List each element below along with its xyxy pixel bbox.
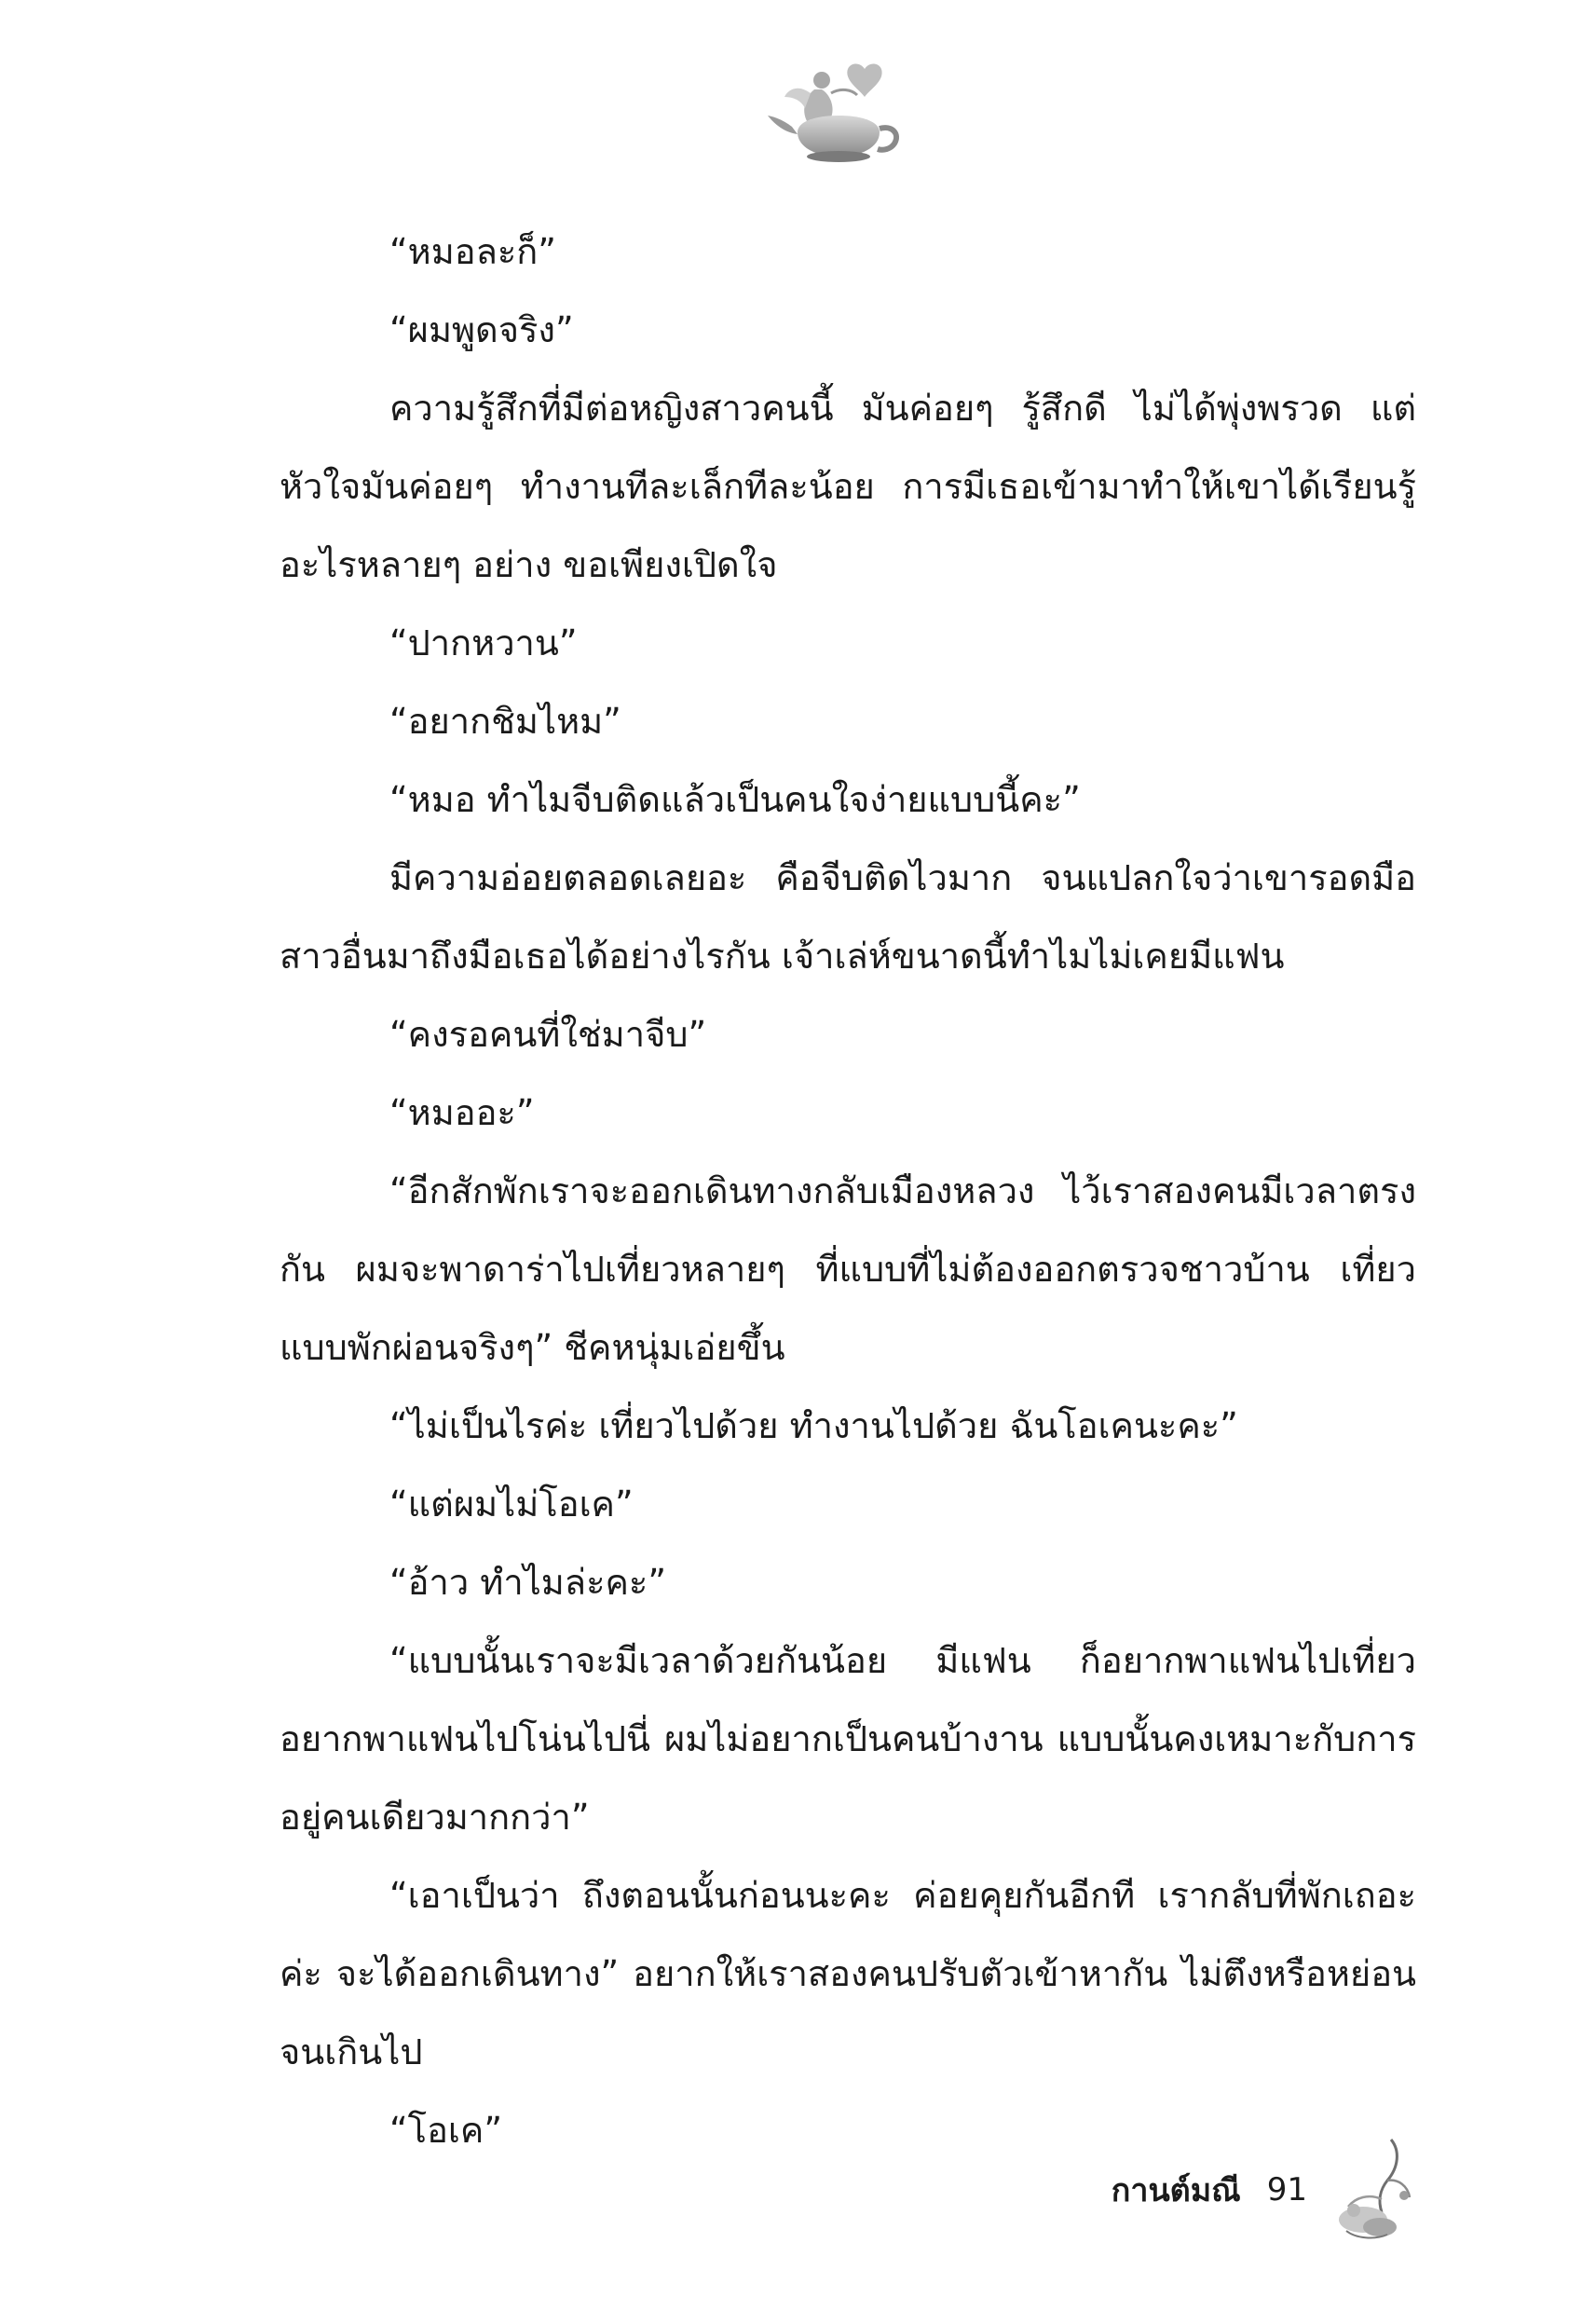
paragraph: “เอาเป็นว่า ถึงตอนนั้นก่อนนะคะ ค่อยคุยกันอีกที เรากลับที่พักเถอะค่ะ จะได้ออกเดินทาง” อยากให้เราสองคนปรับตัวเข้าหากัน ไม่ตึงหรือหย่อนจนเกินไป — [280, 1875, 1416, 2072]
paragraph: มีความอ่อยตลอดเลยอะ คือจีบติดไวมาก จนแปลกใจว่าเขารอดมือสาวอื่นมาถึงมือเธอได้อย่างไรกัน เจ้าเล่ห์ขนาดนี้ทำไมไม่เคยมีแฟน — [280, 857, 1416, 977]
paragraph: “อ้าว ทำไมล่ะคะ” — [389, 1562, 667, 1603]
paragraph: “หมอ ทำไมจีบติดแล้วเป็นคนใจง่ายแบบนี้คะ” — [389, 779, 1081, 820]
paragraph: “หมออะ” — [389, 1092, 535, 1133]
story-text — [280, 212, 1416, 2169]
floral-ornament-icon — [1326, 2134, 1428, 2246]
teapot-cherub-ornament-icon — [760, 52, 909, 173]
paragraph: “อยากชิมไหม” — [389, 701, 621, 742]
paragraph: “อีกสักพักเราจะออกเดินทางกลับเมืองหลวง ไว้เราสองคนมีเวลาตรงกัน ผมจะพาดาร่าไปเที่ยวหลายๆ ที่แบบที่ไม่ต้องออกตรวจชาวบ้าน เที่ยวแบบพักผ่อนจริงๆ” ชีคหนุ่มเอ่ยขึ้น — [280, 1170, 1416, 1368]
paragraph: “ปากหวาน” — [389, 622, 578, 663]
paragraph: “แบบนั้นเราจะมีเวลาด้วยกันน้อย มีแฟน ก็อยากพาแฟนไปเที่ยว อยากพาแฟนไปโน่นไปนี่ ผมไม่อยากเป็นคนบ้างาน แบบนั้นคงเหมาะกับการอยู่คนเดียวมากกว่า” — [280, 1640, 1416, 1838]
author-name: กานต์มณี — [1111, 2172, 1241, 2209]
page-footer — [1112, 2134, 1428, 2246]
page-number: 91 — [1266, 2171, 1307, 2208]
paragraph: “โอเค” — [389, 2110, 503, 2151]
paragraph: “คงรอคนที่ใช่มาจีบ” — [389, 1014, 707, 1055]
paragraph: “ไม่เป็นไรค่ะ เที่ยวไปด้วย ทำงานไปด้วย ฉันโอเคนะคะ” — [389, 1405, 1238, 1446]
paragraph: “แต่ผมไม่โอเค” — [389, 1484, 634, 1525]
paragraph: “หมอละก็” — [389, 231, 556, 272]
paragraph: “ผมพูดจริง” — [389, 309, 574, 350]
paragraph: ความรู้สึกที่มีต่อหญิงสาวคนนี้ มันค่อยๆ รู้สึกดี ไม่ได้พุ่งพรวด แต่หัวใจมันค่อยๆ ทำงานทีละเล็กทีละน้อย การมีเธอเข้ามาทำให้เขาได้เรียนรู้อะไรหลายๆ อย่าง ขอเพียงเปิดใจ — [280, 388, 1416, 585]
